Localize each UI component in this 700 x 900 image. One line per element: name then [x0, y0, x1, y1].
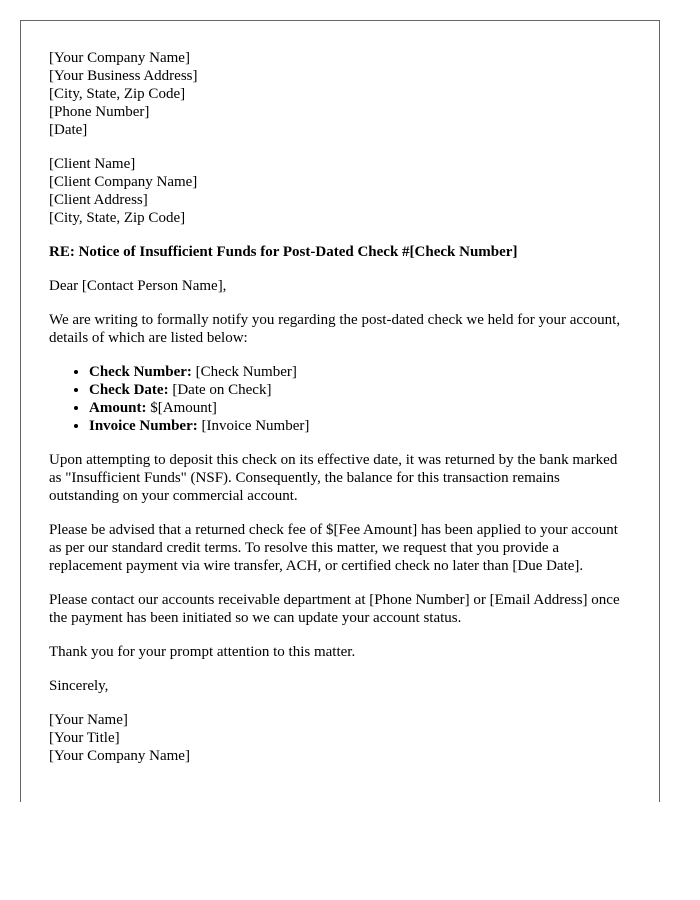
detail-check-date — [89, 381, 631, 399]
detail-value: [Date on Check] — [168, 382, 272, 398]
detail-label: Invoice Number: — [89, 418, 198, 434]
detail-value: $[Amount] — [146, 400, 217, 416]
recipient-block — [49, 155, 631, 227]
nsf-paragraph: Upon attempting to deposit this check on its effective date, it was returned by the bank marked as "Insufficient Funds" (NSF). Consequently, the balance for this transaction remains outstanding on your commercial account. — [49, 452, 618, 504]
signature-block — [49, 711, 631, 765]
signature-title: [Your Title] — [49, 730, 120, 746]
closing: Sincerely, — [49, 678, 109, 694]
detail-value: [Check Number] — [191, 364, 297, 380]
detail-invoice-number — [89, 417, 631, 435]
sender-company: [Your Company Name] — [49, 50, 190, 66]
intro-paragraph: We are writing to formally notify you regarding the post-dated check we held for your account, details of which are listed below: — [49, 312, 621, 346]
salutation: Dear [Contact Person Name], — [49, 278, 227, 294]
detail-amount — [89, 399, 631, 417]
contact-paragraph: Please contact our accounts receivable department at [Phone Number] or [Email Address] once the payment has been initiated so we can update your account status. — [49, 592, 620, 626]
signature-name: [Your Name] — [49, 712, 128, 728]
fee-paragraph: Please be advised that a returned check fee of $[Fee Amount] has been applied to your account as per our standard credit terms. To resolve this matter, we request that you provide a replacement payment via wire transfer, ACH, or certified check no later than [Due Date]. — [49, 522, 618, 574]
sender-city-state-zip: [City, State, Zip Code] — [49, 86, 186, 102]
sender-block — [49, 49, 631, 139]
signature-company: [Your Company Name] — [49, 748, 190, 764]
thanks-paragraph: Thank you for your prompt attention to this matter. — [49, 644, 356, 660]
letter-page — [20, 20, 660, 802]
detail-label: Check Number: — [89, 364, 192, 380]
recipient-company: [Client Company Name] — [49, 174, 198, 190]
recipient-name: [Client Name] — [49, 156, 136, 172]
letter-date: [Date] — [49, 122, 88, 138]
detail-label: Amount: — [89, 400, 147, 416]
sender-phone: [Phone Number] — [49, 104, 150, 120]
detail-check-number — [89, 363, 631, 381]
subject-line: RE: Notice of Insufficient Funds for Post-Dated Check #[Check Number] — [49, 244, 518, 260]
recipient-city-state-zip: [City, State, Zip Code] — [49, 210, 186, 226]
detail-value: [Invoice Number] — [197, 418, 310, 434]
detail-label: Check Date: — [89, 382, 169, 398]
recipient-address: [Client Address] — [49, 192, 148, 208]
sender-address: [Your Business Address] — [49, 68, 198, 84]
check-details-list — [49, 363, 631, 435]
